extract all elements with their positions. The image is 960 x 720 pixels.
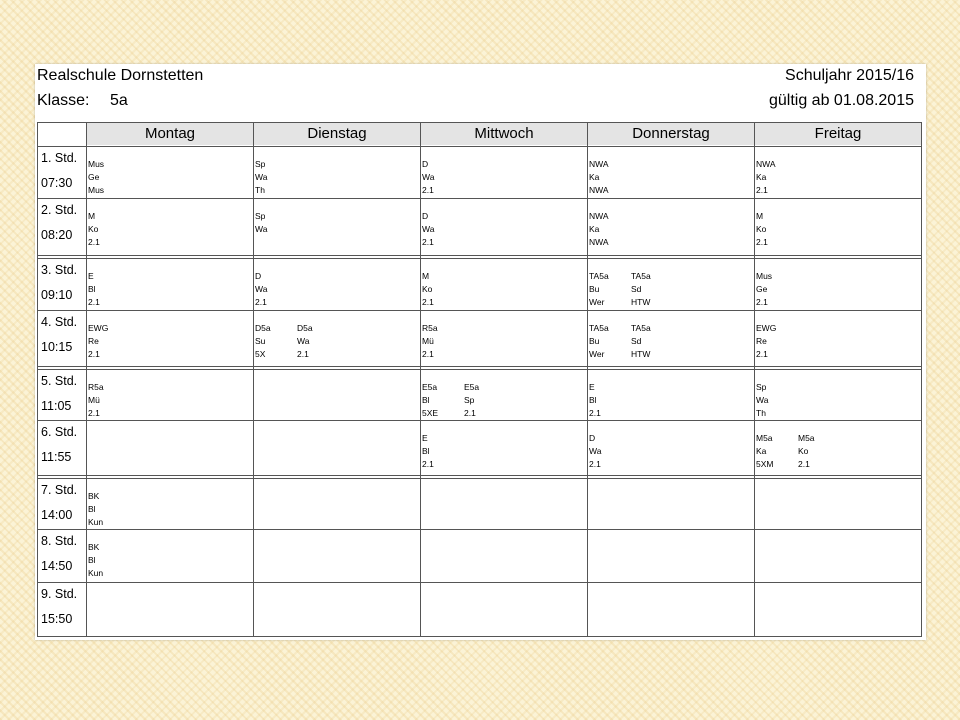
- lesson-entry: 2.1: [756, 237, 768, 247]
- grid-line: [420, 122, 421, 637]
- grid-line: [37, 582, 922, 583]
- lesson-entry: 2.1: [464, 408, 476, 418]
- class-value: 5a: [110, 92, 128, 109]
- lesson-entry: Th: [255, 185, 265, 195]
- lesson-entry: 2.1: [422, 349, 434, 359]
- lesson-entry: BK: [88, 542, 100, 552]
- period-time: 07:30: [41, 176, 73, 190]
- lesson-entry: Wer: [589, 349, 605, 359]
- lesson-entry: HTW: [631, 297, 651, 307]
- lesson-column: [631, 270, 651, 309]
- period-label: [41, 314, 77, 356]
- lesson-entry: Wa: [756, 395, 769, 405]
- lesson-entry: 2.1: [88, 349, 100, 359]
- grid-line: [37, 420, 922, 421]
- lesson-entry: Ka: [589, 224, 600, 234]
- lesson-column: [464, 381, 479, 420]
- period-number: 8. Std.: [41, 534, 78, 548]
- lesson-entry: Sd: [631, 336, 642, 346]
- period-number: 7. Std.: [41, 483, 78, 497]
- lesson-entry: TA5a: [589, 323, 609, 333]
- grid-line: [754, 122, 755, 637]
- lesson-entry: TA5a: [631, 323, 651, 333]
- lesson-entry: Kun: [88, 517, 104, 527]
- grid-line: [37, 122, 38, 637]
- lesson-column: [756, 381, 768, 420]
- lesson-entry: Bl: [589, 395, 597, 405]
- lesson-entry: E5a: [464, 382, 480, 392]
- lesson-entry: Mü: [88, 395, 100, 405]
- lesson-entry: EWG: [756, 323, 777, 333]
- period-label: [41, 424, 77, 466]
- lesson-column: [589, 322, 609, 361]
- lesson-entry: 2.1: [255, 297, 267, 307]
- lesson-entry: TA5a: [589, 271, 609, 281]
- grid-line: [37, 310, 922, 311]
- lesson-entry: Ka: [756, 446, 767, 456]
- lesson-entry: M5a: [798, 433, 815, 443]
- lesson-column: [631, 322, 651, 361]
- lesson-entry: M5a: [756, 433, 773, 443]
- lesson-column: [422, 270, 434, 309]
- grid-line: [86, 122, 87, 637]
- lesson-entry: Wa: [422, 172, 435, 182]
- period-number: 9. Std.: [41, 587, 78, 601]
- lesson-column: [88, 381, 104, 420]
- lesson-entry: D: [422, 159, 429, 169]
- lesson-entry: EWG: [88, 323, 109, 333]
- period-label: [41, 586, 77, 628]
- lesson-entry: NWA: [589, 185, 609, 195]
- lesson-column: [255, 270, 267, 309]
- lesson-column: [422, 381, 438, 420]
- lesson-entry: Bl: [422, 395, 430, 405]
- grid-line: [587, 122, 588, 637]
- lesson-entry: 2.1: [589, 408, 601, 418]
- lesson-entry: Bu: [589, 284, 600, 294]
- lesson-column: [255, 210, 267, 236]
- lesson-entry: 2.1: [422, 237, 434, 247]
- lesson-column: [297, 322, 313, 361]
- lesson-entry: D: [422, 211, 429, 221]
- lesson-entry: 2.1: [589, 459, 601, 469]
- lesson-column: [88, 158, 104, 197]
- lesson-entry: BK: [88, 491, 100, 501]
- grid-line: [37, 366, 922, 367]
- grid-line: [37, 255, 922, 256]
- grid-line: [37, 529, 922, 530]
- lesson-entry: Ko: [422, 284, 433, 294]
- day-header-dienstag: Dienstag: [254, 122, 420, 145]
- lesson-entry: 2.1: [297, 349, 309, 359]
- lesson-column: [756, 432, 773, 471]
- lesson-column: [422, 158, 434, 197]
- lesson-entry: 2.1: [798, 459, 810, 469]
- period-time: 08:20: [41, 228, 73, 242]
- day-header-freitag: Freitag: [755, 122, 921, 145]
- period-number: 5. Std.: [41, 374, 78, 388]
- lesson-entry: Ko: [88, 224, 99, 234]
- lesson-entry: D5a: [297, 323, 313, 333]
- lesson-column: [589, 270, 609, 309]
- day-header-montag: Montag: [87, 122, 253, 145]
- lesson-entry: Th: [756, 408, 766, 418]
- grid-line: [921, 122, 922, 637]
- period-label: [41, 150, 77, 192]
- lesson-entry: E: [589, 382, 595, 392]
- lesson-entry: Kun: [88, 568, 104, 578]
- lesson-column: [422, 210, 434, 249]
- lesson-entry: E: [422, 433, 428, 443]
- lesson-entry: Bl: [88, 284, 96, 294]
- lesson-entry: NWA: [589, 159, 609, 169]
- lesson-entry: TA5a: [631, 271, 651, 281]
- lesson-entry: Su: [255, 336, 266, 346]
- lesson-entry: 2.1: [88, 297, 100, 307]
- lesson-entry: M: [422, 271, 430, 281]
- lesson-column: [589, 432, 601, 471]
- lesson-entry: R5a: [88, 382, 104, 392]
- lesson-entry: Wa: [255, 284, 268, 294]
- lesson-entry: Mus: [88, 159, 105, 169]
- lesson-entry: Mus: [88, 185, 105, 195]
- period-label: [41, 533, 77, 575]
- lesson-entry: Mü: [422, 336, 434, 346]
- period-time: 15:50: [41, 612, 73, 626]
- lesson-column: [255, 322, 271, 361]
- lesson-entry: Ge: [88, 172, 100, 182]
- lesson-entry: Sp: [756, 382, 767, 392]
- lesson-column: [422, 432, 434, 471]
- lesson-column: [255, 158, 267, 197]
- lesson-entry: Bl: [422, 446, 430, 456]
- grid-line: [37, 258, 922, 259]
- valid-from: gültig ab 01.08.2015: [768, 92, 914, 109]
- lesson-entry: Bu: [589, 336, 600, 346]
- lesson-column: [756, 322, 776, 361]
- lesson-entry: 5X: [255, 349, 266, 359]
- lesson-entry: 2.1: [422, 459, 434, 469]
- lesson-column: [756, 210, 768, 249]
- lesson-column: [88, 210, 100, 249]
- lesson-entry: 5XE: [422, 408, 439, 418]
- day-header-donnerstag: Donnerstag: [588, 122, 754, 145]
- lesson-entry: Re: [88, 336, 99, 346]
- lesson-entry: Wer: [589, 297, 605, 307]
- grid-line: [37, 475, 922, 476]
- lesson-entry: Wa: [422, 224, 435, 234]
- lesson-entry: 2.1: [88, 408, 100, 418]
- grid-line: [37, 198, 922, 199]
- period-time: 14:50: [41, 559, 73, 573]
- period-time: 11:05: [41, 399, 72, 413]
- lesson-entry: 2.1: [88, 237, 100, 247]
- lesson-column: [589, 158, 609, 197]
- lesson-entry: Ka: [756, 172, 767, 182]
- lesson-entry: 2.1: [756, 297, 768, 307]
- school-name: Realschule Dornstetten: [37, 67, 204, 84]
- period-time: 09:10: [41, 288, 73, 302]
- lesson-column: [88, 322, 108, 361]
- period-time: 14:00: [41, 508, 73, 522]
- school-year: Schuljahr 2015/16: [785, 67, 914, 84]
- grid-line: [37, 146, 922, 147]
- lesson-entry: Sp: [255, 211, 266, 221]
- lesson-entry: D: [255, 271, 262, 281]
- lesson-entry: Wa: [589, 446, 602, 456]
- timetable-sheet: [35, 64, 926, 640]
- grid-line: [37, 122, 922, 123]
- period-label: [41, 262, 77, 304]
- lesson-entry: Mus: [756, 271, 773, 281]
- period-time: 10:15: [41, 340, 73, 354]
- period-number: 1. Std.: [41, 151, 78, 165]
- lesson-entry: Sp: [464, 395, 475, 405]
- period-number: 2. Std.: [41, 203, 78, 217]
- lesson-entry: D5a: [255, 323, 271, 333]
- grid-line: [253, 122, 254, 637]
- lesson-column: [88, 541, 103, 580]
- lesson-column: [756, 270, 772, 309]
- lesson-entry: Wa: [297, 336, 310, 346]
- lesson-entry: Sd: [631, 284, 642, 294]
- lesson-entry: 2.1: [422, 185, 434, 195]
- period-number: 6. Std.: [41, 425, 78, 439]
- lesson-entry: 2.1: [756, 349, 768, 359]
- grid-line: [37, 478, 922, 479]
- period-label: [41, 202, 77, 244]
- lesson-entry: M: [88, 211, 96, 221]
- grid-line: [37, 369, 922, 370]
- lesson-entry: NWA: [589, 211, 609, 221]
- lesson-entry: Ko: [756, 224, 767, 234]
- lesson-entry: Bl: [88, 504, 96, 514]
- lesson-entry: M: [756, 211, 764, 221]
- lesson-entry: 5XM: [756, 459, 774, 469]
- period-label: [41, 373, 77, 415]
- lesson-entry: Re: [756, 336, 767, 346]
- lesson-entry: NWA: [589, 237, 609, 247]
- lesson-entry: Wa: [255, 224, 268, 234]
- lesson-entry: Wa: [255, 172, 268, 182]
- lesson-entry: Bl: [88, 555, 96, 565]
- lesson-column: [589, 210, 609, 249]
- lesson-column: [88, 270, 100, 309]
- lesson-entry: HTW: [631, 349, 651, 359]
- lesson-entry: E: [88, 271, 94, 281]
- lesson-entry: E5a: [422, 382, 438, 392]
- day-header-mittwoch: Mittwoch: [421, 122, 587, 145]
- lesson-entry: Ge: [756, 284, 768, 294]
- period-number: 3. Std.: [41, 263, 78, 277]
- period-time: 11:55: [41, 450, 72, 464]
- grid-line: [37, 636, 922, 637]
- lesson-column: [422, 322, 438, 361]
- lesson-entry: NWA: [756, 159, 776, 169]
- lesson-entry: 2.1: [422, 297, 434, 307]
- class-label: Klasse:: [37, 92, 90, 109]
- lesson-entry: 2.1: [756, 185, 768, 195]
- lesson-column: [798, 432, 815, 471]
- lesson-column: [589, 381, 601, 420]
- period-number: 4. Std.: [41, 315, 78, 329]
- lesson-entry: Ka: [589, 172, 600, 182]
- lesson-entry: D: [589, 433, 596, 443]
- lesson-entry: Sp: [255, 159, 266, 169]
- lesson-column: [756, 158, 776, 197]
- lesson-column: [88, 490, 103, 529]
- lesson-entry: R5a: [422, 323, 438, 333]
- period-label: [41, 482, 77, 524]
- lesson-entry: Ko: [798, 446, 809, 456]
